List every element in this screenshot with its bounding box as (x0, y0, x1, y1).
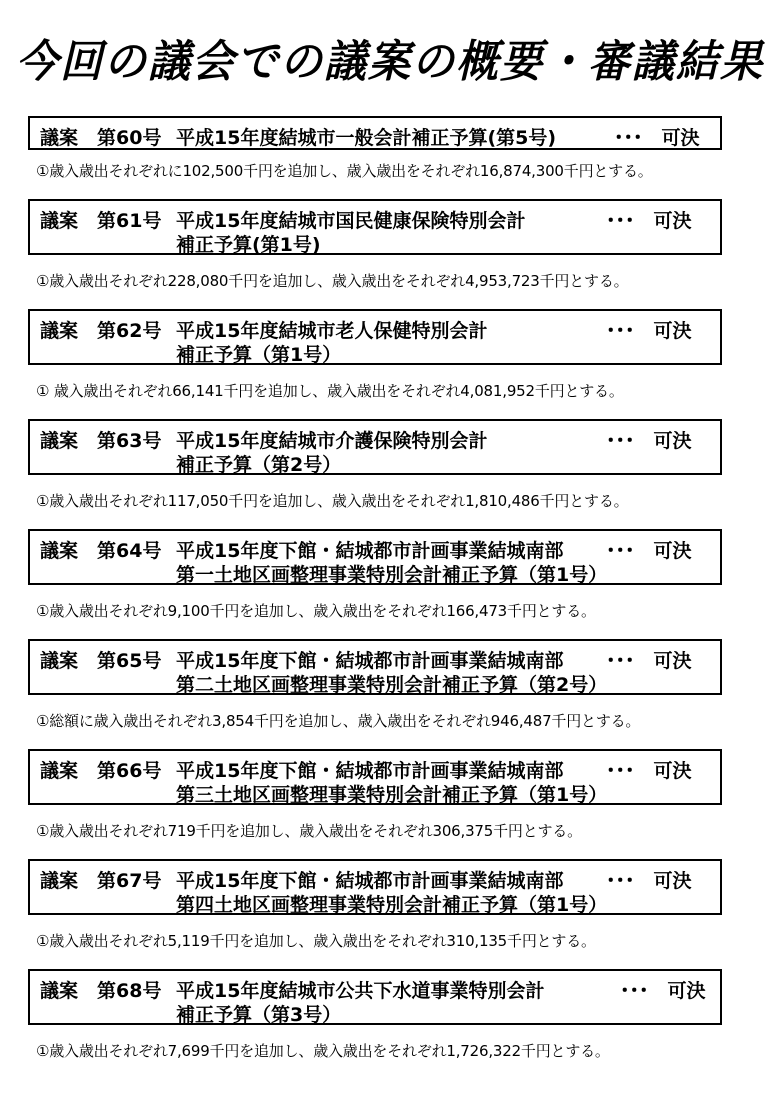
bill-title-line2: 第三土地区画整理事業特別会計補正予算（第1号） (176, 784, 608, 806)
bill-result: ･･･ 可決 (606, 760, 692, 782)
bill-summary: ①歳入歳出それぞれ228,080千円を追加し、歳入歳出をそれぞれ4,953,723千円とする。 (36, 272, 629, 290)
bill-summary: ①歳入歳出それぞれ7,699千円を追加し、歳入歳出をそれぞれ1,726,322千円とする。 (36, 1042, 610, 1060)
bill-result: ･･･ 可決 (606, 540, 692, 562)
bill-number: 議案 第64号 (40, 540, 162, 562)
bill-number: 議案 第68号 (40, 980, 162, 1002)
bill-summary: ①総額に歳入歳出それぞれ3,854千円を追加し、歳入歳出をそれぞれ946,487千円とする。 (36, 712, 641, 730)
bill-title: 平成15年度下館・結城都市計画事業結城南部 (176, 760, 564, 782)
bill-box-68 (28, 969, 722, 1025)
bill-box-63 (28, 419, 722, 475)
bill-title-line2: 補正予算（第3号） (176, 1004, 342, 1026)
bill-title-line2: 補正予算（第2号） (176, 454, 342, 476)
bill-summary: ① 歳入歳出それぞれ66,141千円を追加し、歳入歳出をそれぞれ4,081,952千円とする。 (36, 382, 624, 400)
bill-result: ･･･ 可決 (606, 210, 692, 232)
bill-summary: ①歳入歳出それぞれ117,050千円を追加し、歳入歳出をそれぞれ1,810,486千円とする。 (36, 492, 629, 510)
bill-number: 議案 第60号 (40, 127, 162, 149)
bill-result: ･･･ 可決 (620, 980, 706, 1002)
bill-result: ･･･ 可決 (606, 430, 692, 452)
bill-title-line2: 第一土地区画整理事業特別会計補正予算（第1号） (176, 564, 608, 586)
bill-title: 平成15年度結城市介護保険特別会計 (176, 430, 488, 452)
bill-title: 平成15年度結城市一般会計補正予算(第5号) (176, 127, 557, 149)
bill-title: 平成15年度下館・結城都市計画事業結城南部 (176, 870, 564, 892)
bill-box-67 (28, 859, 722, 915)
bill-box-66 (28, 749, 722, 805)
bill-title: 平成15年度下館・結城都市計画事業結城南部 (176, 540, 564, 562)
bill-summary: ①歳入歳出それぞれに102,500千円を追加し、歳入歳出をそれぞれ16,874,300千円とする。 (36, 162, 653, 180)
bill-result: ･･･ 可決 (606, 650, 692, 672)
bill-box-64 (28, 529, 722, 585)
bill-number: 議案 第62号 (40, 320, 162, 342)
bill-summary: ①歳入歳出それぞれ719千円を追加し、歳入歳出をそれぞれ306,375千円とする。 (36, 822, 582, 840)
page-title: 今回の議会での議案の概要・審議結果 (15, 35, 764, 88)
bill-number: 議案 第66号 (40, 760, 162, 782)
bill-box-60 (28, 116, 722, 150)
bill-title: 平成15年度下館・結城都市計画事業結城南部 (176, 650, 564, 672)
bill-title: 平成15年度結城市老人保健特別会計 (176, 320, 488, 342)
bill-number: 議案 第63号 (40, 430, 162, 452)
bill-number: 議案 第65号 (40, 650, 162, 672)
bill-result: ･･･ 可決 (606, 320, 692, 342)
bill-title-line2: 第二土地区画整理事業特別会計補正予算（第2号） (176, 674, 608, 696)
bill-number: 議案 第67号 (40, 870, 162, 892)
bill-title: 平成15年度結城市国民健康保険特別会計 (176, 210, 526, 232)
bill-result: ･･･ 可決 (606, 870, 692, 892)
bill-result: ･･･ 可決 (614, 127, 700, 149)
bill-title: 平成15年度結城市公共下水道事業特別会計 (176, 980, 545, 1002)
bill-box-62 (28, 309, 722, 365)
bill-box-65 (28, 639, 722, 695)
bill-number: 議案 第61号 (40, 210, 162, 232)
bill-box-61 (28, 199, 722, 255)
bill-title-line2: 第四土地区画整理事業特別会計補正予算（第1号） (176, 894, 608, 916)
bill-summary: ①歳入歳出それぞれ5,119千円を追加し、歳入歳出をそれぞれ310,135千円とする。 (36, 932, 596, 950)
bill-summary: ①歳入歳出それぞれ9,100千円を追加し、歳入歳出をそれぞれ166,473千円とする。 (36, 602, 596, 620)
bill-title-line2: 補正予算（第1号） (176, 344, 342, 366)
bill-title-line2: 補正予算(第1号) (176, 234, 321, 256)
